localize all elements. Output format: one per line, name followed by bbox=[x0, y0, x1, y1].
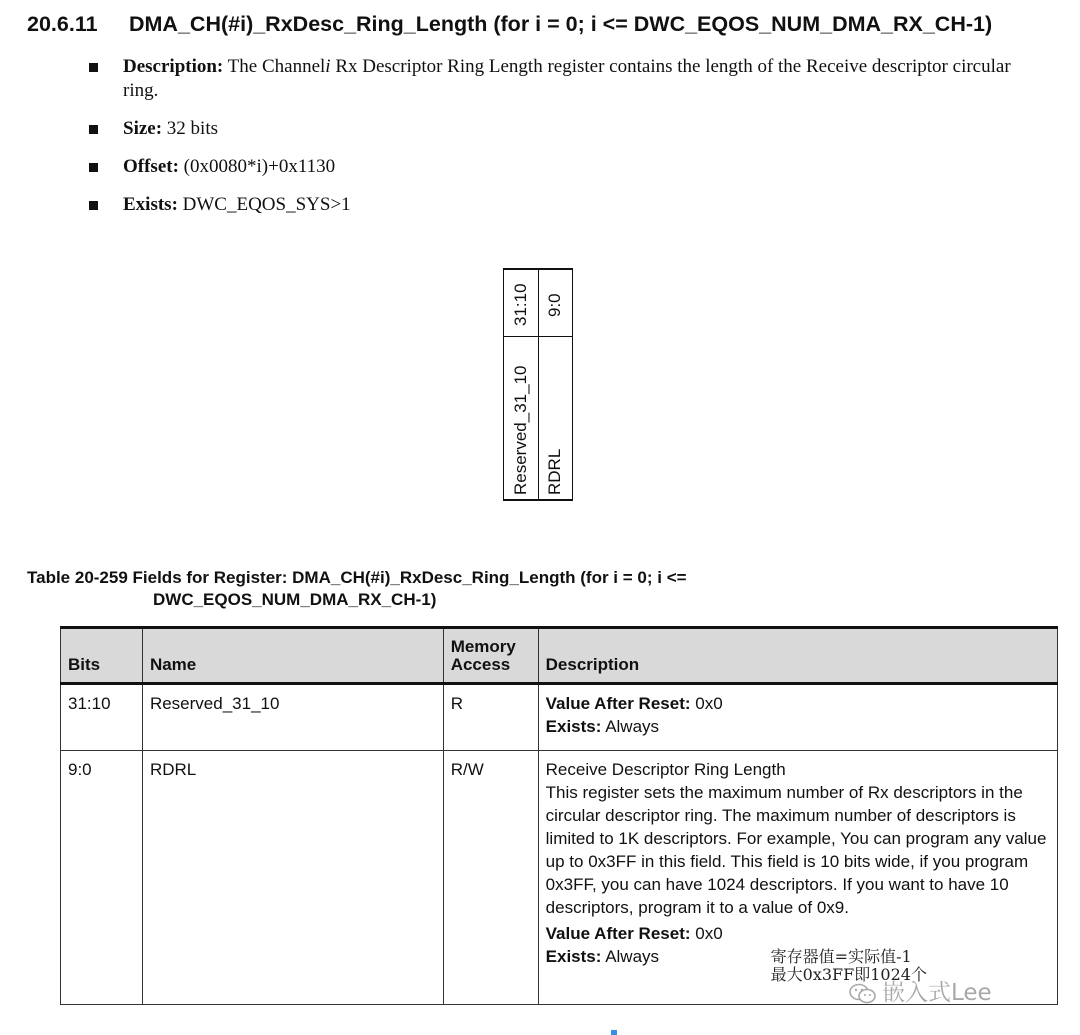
register-fields-table bbox=[60, 626, 1058, 1005]
watermark: 嵌入式Lee bbox=[848, 974, 992, 1007]
header-description: Description bbox=[538, 628, 1057, 684]
size-item: Size: 32 bits bbox=[86, 117, 1036, 141]
register-bit-diagram bbox=[503, 268, 573, 501]
field-name-label: Reserved_31_10 bbox=[511, 365, 530, 495]
header-bits: Bits bbox=[61, 628, 143, 684]
exists-item: Exists: DWC_EQOS_SYS>1 bbox=[86, 193, 1036, 217]
cell-bits: 9:0 bbox=[61, 751, 143, 1005]
bullet-icon bbox=[89, 125, 98, 134]
table-header-row bbox=[61, 628, 1058, 684]
handwritten-note: 寄存器值=实际值-1 最大0x3FF即1024个 bbox=[770, 947, 927, 984]
cell-description: Receive Descriptor Ring Length This register sets the maximum number of Rx descriptors in the circular descriptor ring. The maximum number of descriptors is limited to 1K descriptors. For example, You can program any value up to 0x3FF in this field. This field is 10 bits wide, if you program 0x3FF, you can have 1024 descriptors. If you want to have 10 descriptors, program it to a value of 0x9. Value After Reset: 0x0 Exists: Always 寄存器值=实际值-1 最大0x3FF即1024个 bbox=[538, 751, 1057, 1005]
header-name: Name bbox=[142, 628, 443, 684]
cell-access: R/W bbox=[443, 751, 538, 1005]
register-field-rdrl bbox=[538, 270, 573, 499]
cell-bits: 31:10 bbox=[61, 684, 143, 751]
table-caption: Table 20-259 Fields for Register: DMA_CH(#i)_RxDesc_Ring_Length (for i = 0; i <= DWC_EQOS_NUM_DMA_RX_CH-1) bbox=[27, 568, 687, 609]
cell-name: RDRL bbox=[142, 751, 443, 1005]
page-edge-mark bbox=[611, 1030, 617, 1035]
bullet-icon bbox=[89, 163, 98, 172]
bullet-icon bbox=[89, 201, 98, 210]
cell-description: Value After Reset: 0x0 Exists: Always bbox=[538, 684, 1057, 751]
field-bits-label: 9:0 bbox=[545, 293, 564, 317]
field-bits-label: 31:10 bbox=[511, 283, 530, 327]
description-item: Description: The Channeli Rx Descriptor Ring Length register contains the length of the Receive descriptor circular ring. bbox=[86, 55, 1036, 103]
cell-name: Reserved_31_10 bbox=[142, 684, 443, 751]
section-title: DMA_CH(#i)_RxDesc_Ring_Length (for i = 0; i <= DWC_EQOS_NUM_DMA_RX_CH-1) bbox=[129, 12, 993, 36]
wechat-icon bbox=[848, 982, 878, 1006]
register-field-reserved bbox=[503, 270, 539, 499]
section-heading bbox=[27, 12, 992, 37]
header-memory-access: Memory Access bbox=[443, 628, 538, 684]
bullet-icon bbox=[89, 63, 98, 72]
offset-item: Offset: (0x0080*i)+0x1130 bbox=[86, 155, 1036, 179]
cell-access: R bbox=[443, 684, 538, 751]
field-name-label: RDRL bbox=[545, 448, 564, 495]
table-row bbox=[61, 684, 1058, 751]
section-number: 20.6.11 bbox=[27, 12, 98, 36]
register-properties bbox=[86, 55, 1036, 231]
table-row bbox=[61, 751, 1058, 1005]
